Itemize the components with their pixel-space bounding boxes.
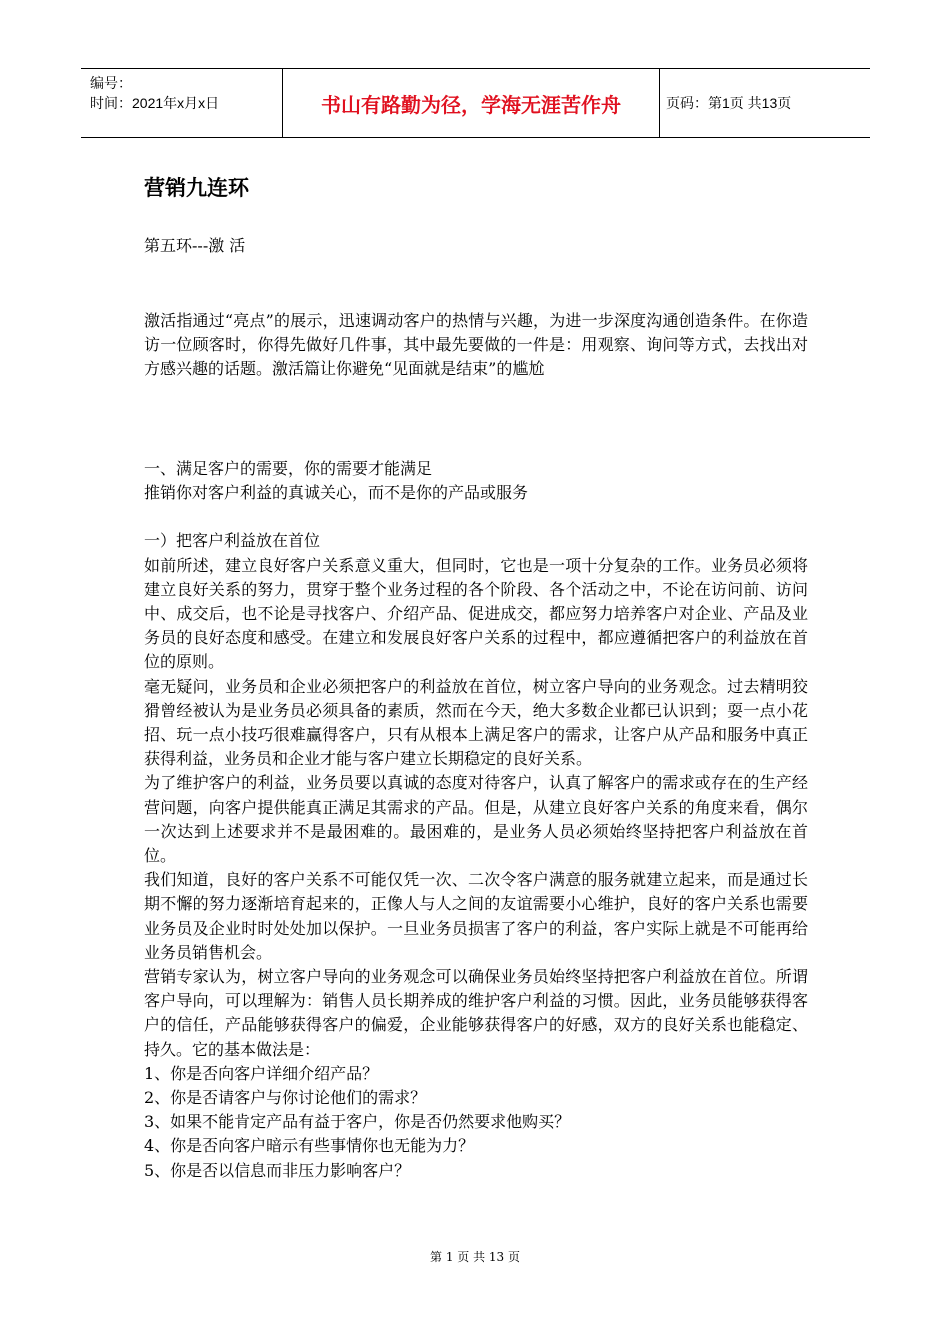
page-footer: 第 1 页 共 13 页	[430, 1250, 520, 1264]
question-item: 4、你是否向客户暗示有些事情你也无能为力？	[144, 1136, 475, 1156]
document-subtitle: 第五环---激 活	[144, 236, 246, 255]
section-subheading: 推销你对客户利益的真诚关心，而不是你的产品或服务	[144, 483, 529, 503]
body-paragraph: 如前所述，建立良好客户关系意义重大，但同时，它也是一项十分复杂的工作。业务员必须将建立良好关系的努力，贯穿于整个业务过程的各个阶段、各个活动之中，不论在访问前、访问中、成交后，也不论是寻找客户、介绍产品、促进成交，都应努力培养客户对企业、产品及业务员的良好态度和感受。在建立和发展良好客户关系的过程中，都应遵循把客户的利益放在首位的原则。	[144, 555, 808, 672]
intro-block	[144, 309, 808, 382]
header-page-info: 页码：第1页 共13页	[666, 95, 792, 111]
body-paragraph: 为了维护客户的利益，业务员要以真诚的态度对待客户，认真了解客户的需求或存在的生产经营问题，向客户提供能真正满足其需求的产品。但是，从建立良好客户关系的角度来看，偶尔一次达到上述要求并不是最困难的。最困难的，是业务人员必须始终坚持把客户利益放在首位。	[144, 773, 808, 866]
body-paragraph: 毫无疑问，业务员和企业必须把客户的利益放在首位，树立客户导向的业务观念。过去精明狡猾曾经被认为是业务员必须具备的素质，然而在今天，绝大多数企业都已认识到；耍一点小花招、玩一点小技巧很难赢得客户，只有从根本上满足客户的需求，让客户从产品和服务中真正获得利益，业务员和企业才能与客户建立长期稳定的良好关系。	[144, 676, 808, 769]
document-title: 营销九连环	[144, 176, 249, 200]
header-meta	[90, 73, 219, 113]
question-item: 1、你是否向客户详细介绍产品？	[144, 1063, 379, 1083]
page-header	[81, 68, 870, 138]
body-paragraph: 我们知道，良好的客户关系不可能仅凭一次、二次令客户满意的服务就建立起来，而是通过长期不懈的努力逐渐培育起来的，正像人与人之间的友谊需要小心维护，良好的客户关系也需要业务员及企业时时处处加以保护。一旦业务员损害了客户的利益，客户实际上就是不可能再给业务员销售机会。	[144, 870, 808, 962]
section-heading: 一、满足客户的需要，你的需要才能满足	[144, 459, 433, 478]
body-paragraph: 营销专家认为，树立客户导向的业务观念可以确保业务员始终坚持把客户利益放在首位。所谓客户导向，可以理解为：销售人员长期养成的维护客户利益的习惯。因此，业务员能够获得客户的信任，产品能够获得客户的偏爱，企业能够获得客户的好感，双方的良好关系也能稳定、持久。它的基本做法是：	[144, 967, 808, 1059]
question-item: 2、你是否请客户与你讨论他们的需求？	[144, 1088, 427, 1108]
header-motto: 书山有路勤为径，学海无涯苦作舟	[321, 92, 621, 117]
header-divider	[659, 69, 660, 137]
section-1	[144, 457, 808, 1183]
question-item: 3、如果不能肯定产品有益于客户，你是否仍然要求他购买？	[144, 1112, 571, 1132]
question-item: 5、你是否以信息而非压力影响客户？	[144, 1160, 411, 1180]
document-time-label: 时间：2021年x月x日	[90, 95, 220, 111]
document-number-label: 编号：	[90, 75, 132, 91]
intro-paragraph: 激活指通过“亮点”的展示，迅速调动客户的热情与兴趣，为进一步深度沟通创造条件。在你造访一位顾客时，你得先做好几件事，其中最先要做的一件是：用观察、询问等方式，去找出对方感兴趣的话题。激活篇让你避免“见面就是结束”的尴尬	[144, 311, 808, 379]
subsection-heading: 一）把客户利益放在首位	[144, 531, 321, 551]
